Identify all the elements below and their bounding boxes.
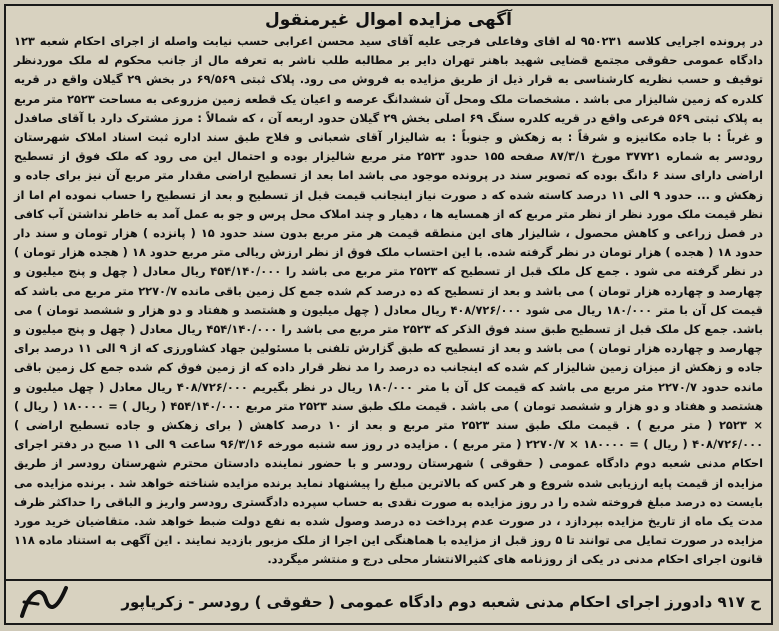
- footer-signature: ح ۹۱۷ دادورز اجرای احکام مدنی شعبه دوم دادگاه عمومی ( حقوقی ) رودسر - زکریاپور: [121, 593, 761, 611]
- auction-notice: [4, 4, 773, 625]
- notice-body: در پرونده اجرایی کلاسه ۹۵۰۲۳۱ له اقای وفاعلی فرجی علیه آقای سید محسن اعرابی حسب نیابت واصله از اجرای احکام شعبه ۱۲۳ دادگاه عمومی حقوقی مجتمع قضایی شهید باهنر تهران دایر بر مطالبه طلب ناشر به تعرفه مال از جانب محکوم له ملک موردنظر توقیف و حسب نظریه کارشناسی به قرار ذیل از طریق مزایده به فروش می رود. پلاک ثبتی ۶۹/۵۶۹ در بخش ۲۹ گیلان واقع در قریه کلدره که زمین شالیزار می باشد . مشخصات ملک ومحل آن ششدانگ عرصه و اعیان یک قطعه زمین مزروعی به مساحت ۲۵۲۳ متر مربع به پلاک ثبتی ۵۶۹ فرعی واقع در قریه کلدره سنگ ۶۹ اصلی بخش ۲۹ گیلان حدود اربعه آن ، که شمالاً : مرز مشترک دارد با آقای صافدل و غرباً : با جاده مکانیزه و شرقاً : به زهکش و جنوباً : به شالیزار آقای شعبانی و فلاح طبق سند اداره ثبت اسناد املاک شهرستان رودسر به شماره ۳۷۷۲۱ مورخ ۸۷/۳/۱ صفحه ۱۵۵ حدود ۲۵۲۳ متر مربع شالیزار بوده و احتمال این می رود که ملک فوق از تسطیح اراضی دارای سند ۶ دانگ بوده که تصویر سند در پرونده موجود می باشد اما بعد از تسطیح اراضی مقدار متر مربع آن نیز برای جاده و زهکش و ... حدود ۹ الی ۱۱ درصد کاسته شده که د صورت نیاز اینجانب قیمت قبل از تسطیح و بعد از تسطیح را حساب نموده ام اما از نظر قیمت ملک مورد نظر از نظر متر مربع که از همسایه ها ، دهیار و چند املاک محل پرس و جو به عمل آمد به خاطر نداشتن آب کافی در فصل زراعی و کاهش محصول ، شالیزار های این منطقه قیمت هر متر مربع بدون سند حدود ۱۵ ( پانزده ) هزار تومان و سند دار حدود ۱۸ ( هجده ) هزار تومان در نظر گرفته شده. با این احتساب ملک فوق از نظر ارزش ریالی متر مربع حدود ۱۸ ( هجده هزار تومان ) در نظر گرفته می شود . جمع کل ملک قبل از تسطیح که ۲۵۲۳ متر مربع می باشد را ۴۵۴/۱۴۰/۰۰۰ ریال معادل ( چهل و پنج میلیون و چهارصد و چهارده هزار تومان ) می باشد و بعد از تسطیح که ده درصد کم شده جمع کل زمین باقی مانده ۲۲۷۰/۷ متر مربع می باشد که قیمت کل آن با متر ۱۸۰/۰۰۰ ریال می شود ۴۰۸/۷۲۶/۰۰۰ ریال معادل ( چهل میلیون و هشتصد و هفتاد و دو هزار و ششصد تومان ) می باشد. جمع کل ملک قبل از تسطیح طبق سند فوق الذکر که ۲۵۲۳ متر مربع می باشد را ۴۵۴/۱۴۰/۰۰۰ ریال معادل ( چهل و پنج میلیون و چهارصد و چهارده هزار تومان ) می باشد و بعد از تسطیح که طبق گزارش تلفنی با مسئولین جهاد کشاورزی که از ۹ الی ۱۱ درصد برای جاده و زهکش از میزان زمین شالیزار کم شده که اینجانب ده درصد را مد نظر قرار داده که از زمین فوق کم شده جمع کل زمین باقی مانده حدود ۲۲۷۰/۷ متر مربع می باشد که قیمت کل آن با متر ۱۸۰/۰۰۰ ریال در نظر بگیریم ۴۰۸/۷۲۶/۰۰۰ ریال معادل ( چهل میلیون و هشتصد و هفتاد و دو هزار و ششصد تومان ) می باشد . قیمت ملک طبق سند ۲۵۲۳ متر مربع ۴۵۴/۱۴۰/۰۰۰ ( ریال ) = ۱۸۰۰۰۰ ( ریال ) × ۲۵۲۳ ( متر مربع ) . قیمت ملک طبق سند ۲۵۲۳ متر مربع و بعد از ۱۰ درصد کاهش ( برای زهکش و جاده تسطیح اراضی ) ۴۰۸/۷۲۶/۰۰۰ ( ریال ) = ۱۸۰۰۰۰ × ۲۲۷۰/۷ ( متر مربع ) . مزایده در روز سه شنبه مورخه ۹۶/۳/۱۶ ساعت ۹ الی ۱۱ صبح در دفتر اجرای احکام مدنی شعبه دوم دادگاه عمومی ( حقوقی ) شهرستان رودسر و با حضور نماینده دادستان محترم شهرستان رودسر از طریق مزایده از قیمت پایه ارزیابی شده شروع و هر کس که بالاترین مبلغ را پیشنهاد نماید برنده مزایده شناخته خواهد شد . برنده مزایده می بایست ده درصد مبلغ فروخته شده را در روز مزایده به صورت نقدی به حساب سپرده دادگستری رودسر واریز و الباقی را حداکثر ظرف مدت یک ماه از تاریخ مزایده بپردازد ، در صورت عدم پرداخت ده درصد وصول شده به نفع دولت ضبط خواهد شد. متقاضیان خرید مورد مزایده در صورت تمایل می توانند تا ۵ روز قبل از مزایده با هماهنگی این اجرا از ملک مزبور بازدید نمایند . این آگهی به استناد ماده ۱۱۸ قانون اجرای احکام مدنی در یکی از روزنامه های کثیرالانتشار محلی درج و منتشر میگردد.: [14, 34, 764, 567]
- notice-footer: [6, 579, 771, 623]
- notice-title: آگهی مزایده اموال غیرمنقول: [265, 10, 512, 30]
- stamp-mark-icon: [16, 582, 72, 622]
